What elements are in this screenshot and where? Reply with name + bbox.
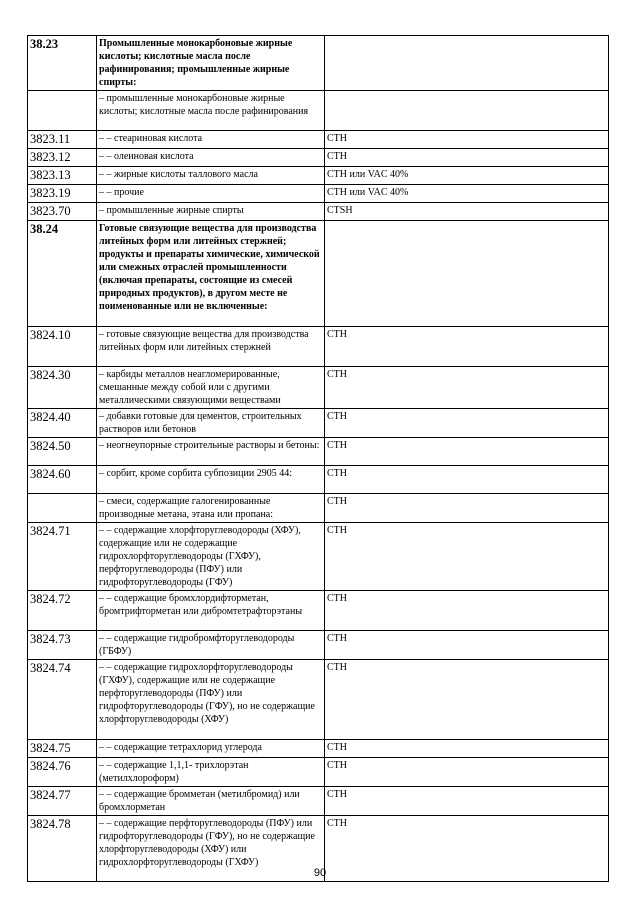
product-description: Готовые связующие вещества для производства литейных форм или литейных стержней; продукты и препараты химические, химической или смежных отраслей промышленности (включая препараты, состоящие из смесей природных продуктов), в другом месте не поименованные или не включенные: xyxy=(97,221,325,327)
hs-code: 3824.73 xyxy=(28,631,97,660)
origin-rule: CTH xyxy=(325,740,609,758)
product-description: – – содержащие тетрахлорид углерода xyxy=(97,740,325,758)
table-row xyxy=(28,466,609,494)
hs-code xyxy=(28,494,97,523)
product-description: – – содержащие перфторуглеводороды (ПФУ) или гидрофторуглеводороды (ГФУ), но не содержащие хлорфторуглеводороды (ХФУ) или гидрохлорфторуглеводороды (ГХФУ) xyxy=(97,816,325,882)
hs-code: 3824.10 xyxy=(28,327,97,367)
hs-code: 38.24 xyxy=(28,221,97,327)
product-description: – – содержащие бромхлордифторметан, бромтрифторметан или дибромтетрафторэтаны xyxy=(97,591,325,631)
table-row xyxy=(28,367,609,409)
hs-code: 3823.13 xyxy=(28,167,97,185)
table-row xyxy=(28,409,609,438)
product-description: – – содержащие гидрохлорфторуглеводороды (ГХФУ), содержащие или не содержащие перфторуглеводороды (ПФУ) или гидрофторуглеводороды (ГФУ), но не содержащие хлорфторуглеводороды (ХФУ) xyxy=(97,660,325,740)
product-description: – карбиды металлов неагломерированные, смешанные между собой или с другими металлическими связующими веществами xyxy=(97,367,325,409)
product-description: – готовые связующие вещества для производства литейных форм или литейных стержней xyxy=(97,327,325,367)
product-description: – – содержащие 1,1,1- трихлорэтан (метилхлороформ) xyxy=(97,758,325,787)
origin-rule: CTH xyxy=(325,758,609,787)
origin-rule: CTH xyxy=(325,631,609,660)
hs-code: 3824.74 xyxy=(28,660,97,740)
table-row xyxy=(28,91,609,131)
product-description: – – прочие xyxy=(97,185,325,203)
origin-rule: CTH или VAC 40% xyxy=(325,167,609,185)
product-description: – – содержащие бромметан (метилбромид) или бромхлорметан xyxy=(97,787,325,816)
product-description: – добавки готовые для цементов, строительных растворов или бетонов xyxy=(97,409,325,438)
product-description: – – содержащие хлорфторуглеводороды (ХФУ), содержащие или не содержащие гидрохлорфторуглеводороды (ГХФУ), перфторуглеводороды (ПФУ) или гидрофторуглеводороды (ГФУ) xyxy=(97,523,325,591)
hs-code: 3824.60 xyxy=(28,466,97,494)
origin-rule: CTH xyxy=(325,131,609,149)
table-row xyxy=(28,591,609,631)
origin-rule: CTH xyxy=(325,787,609,816)
product-description: Промышленные монокарбоновые жирные кислоты; кислотные масла после рафинирования; промышленные жирные спирты: xyxy=(97,36,325,91)
origin-rule: CTH xyxy=(325,438,609,466)
hs-code: 3823.19 xyxy=(28,185,97,203)
product-description: – промышленные монокарбоновые жирные кислоты; кислотные масла после рафинирования xyxy=(97,91,325,131)
origin-rule: CTH или VAC 40% xyxy=(325,185,609,203)
hs-code: 3824.50 xyxy=(28,438,97,466)
origin-rule xyxy=(325,91,609,131)
product-description: – смеси, содержащие галогенированные производные метана, этана или пропана: xyxy=(97,494,325,523)
origin-rule: CTH xyxy=(325,409,609,438)
product-description: – – содержащие гидробромфторуглеводороды (ГБФУ) xyxy=(97,631,325,660)
origin-rule: CTH xyxy=(325,327,609,367)
table-row xyxy=(28,203,609,221)
origin-rule xyxy=(325,36,609,91)
origin-rule: CTH xyxy=(325,494,609,523)
hs-code: 3824.76 xyxy=(28,758,97,787)
table-row xyxy=(28,494,609,523)
product-description: – промышленные жирные спирты xyxy=(97,203,325,221)
product-description: – – олеиновая кислота xyxy=(97,149,325,167)
hs-code: 3824.71 xyxy=(28,523,97,591)
table-row xyxy=(28,149,609,167)
origin-rule: CTH xyxy=(325,523,609,591)
table-row xyxy=(28,787,609,816)
table-row xyxy=(28,167,609,185)
origin-rule: CTSH xyxy=(325,203,609,221)
hs-code: 3824.30 xyxy=(28,367,97,409)
origin-rule: CTH xyxy=(325,816,609,882)
hs-code xyxy=(28,91,97,131)
table-row xyxy=(28,438,609,466)
hs-code: 3823.70 xyxy=(28,203,97,221)
product-description: – сорбит, кроме сорбита субпозиции 2905 44: xyxy=(97,466,325,494)
hs-code: 3824.77 xyxy=(28,787,97,816)
origin-rule: CTH xyxy=(325,660,609,740)
origin-rule: CTH xyxy=(325,466,609,494)
table-row xyxy=(28,131,609,149)
rules-of-origin-table xyxy=(27,35,609,882)
table-row xyxy=(28,523,609,591)
table-row xyxy=(28,631,609,660)
table-row xyxy=(28,185,609,203)
hs-code: 3823.11 xyxy=(28,131,97,149)
hs-code: 3824.40 xyxy=(28,409,97,438)
origin-rule: CTH xyxy=(325,367,609,409)
hs-code: 3824.75 xyxy=(28,740,97,758)
table-row xyxy=(28,36,609,91)
table-row xyxy=(28,221,609,327)
hs-code: 38.23 xyxy=(28,36,97,91)
product-description: – – стеариновая кислота xyxy=(97,131,325,149)
page-number: 90 xyxy=(313,867,327,879)
product-description: – – жирные кислоты таллового масла xyxy=(97,167,325,185)
table-row xyxy=(28,327,609,367)
product-description: – неогнеупорные строительные растворы и бетоны: xyxy=(97,438,325,466)
hs-code: 3824.78 xyxy=(28,816,97,882)
origin-rule: CTH xyxy=(325,591,609,631)
origin-rule xyxy=(325,221,609,327)
hs-code: 3824.72 xyxy=(28,591,97,631)
origin-rule: CTH xyxy=(325,149,609,167)
table-row xyxy=(28,740,609,758)
table-row xyxy=(28,660,609,740)
table-row xyxy=(28,758,609,787)
hs-code: 3823.12 xyxy=(28,149,97,167)
